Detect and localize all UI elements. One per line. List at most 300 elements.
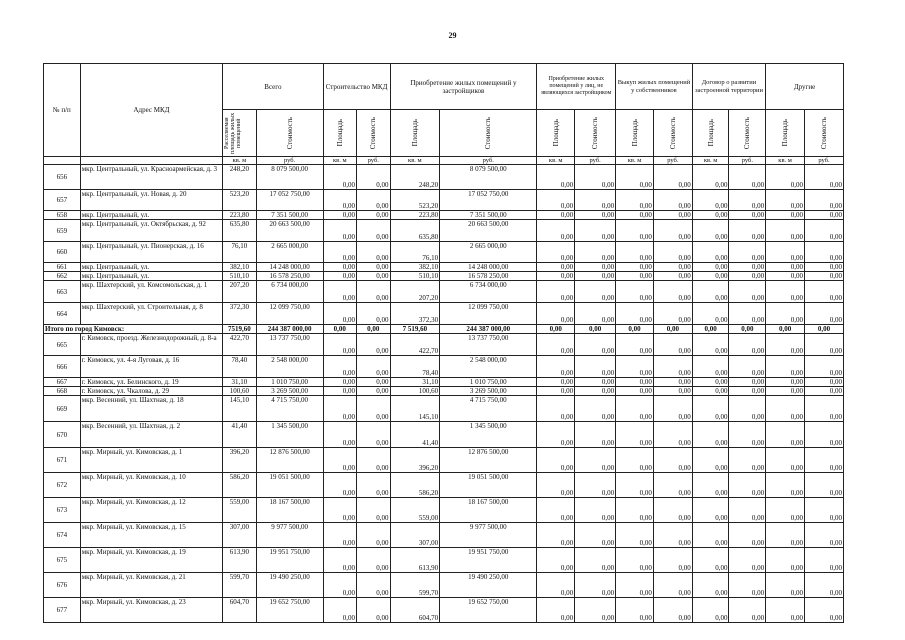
construction-area: 0,00	[323, 165, 356, 190]
territory-area: 0,00	[692, 211, 729, 220]
territory-area: 0,00	[692, 448, 729, 473]
sub-area	[537, 110, 575, 157]
table-row	[44, 272, 844, 281]
acquisition-cost: 14 248 000,00	[440, 263, 537, 272]
acquisition-cost: 4 715 750,00	[440, 396, 537, 422]
other-area: 0,00	[766, 473, 805, 498]
acquisition-area: 382,10	[390, 263, 440, 272]
header-address: Адрес МКД	[80, 64, 222, 157]
construction-cost: 0,00	[357, 303, 390, 325]
territory-area: 0,00	[692, 473, 729, 498]
row-address: мкр. Мирный, ул. Кимовская, д. 10	[80, 473, 222, 498]
construction-area: 0,00	[323, 263, 356, 272]
buyout-cost: 0,00	[653, 211, 692, 220]
acquisition-area: 510,10	[390, 272, 440, 281]
other-cost: 0,00	[805, 242, 844, 263]
acquisition-cost: 8 079 500,00	[440, 165, 537, 190]
construction-area: 0,00	[323, 378, 356, 387]
buyout-area: 0,00	[616, 220, 654, 242]
row-address: мкр. Центральный, ул.	[80, 263, 222, 272]
total-area: 76,10	[223, 242, 256, 263]
total-label: Итого по город Кимовск:	[44, 325, 223, 334]
non-dev-cost: 0,00	[575, 598, 616, 623]
sub-cost-label: Стоимость	[743, 116, 752, 150]
total-buyout-area: 0,00	[616, 325, 654, 334]
total-buyout-cost: 0,00	[653, 325, 692, 334]
territory-cost: 0,00	[729, 220, 766, 242]
total-area: 613,90	[223, 548, 256, 573]
acquisition-area: 100,60	[390, 387, 440, 396]
acquisition-area: 41,40	[390, 422, 440, 448]
other-cost: 0,00	[805, 303, 844, 325]
acquisition-area: 145,10	[390, 396, 440, 422]
table-row	[44, 165, 844, 190]
unit-rub: руб.	[357, 157, 390, 165]
row-number: 674	[44, 523, 81, 548]
unit-sqm: кв. м	[766, 157, 805, 165]
non-dev-cost: 0,00	[575, 548, 616, 573]
total-area: 635,80	[223, 220, 256, 242]
buyout-cost: 0,00	[653, 303, 692, 325]
acquisition-area: 599,70	[390, 573, 440, 598]
construction-cost: 0,00	[357, 334, 390, 356]
row-number: 671	[44, 448, 81, 473]
total-cost: 19 490 250,00	[256, 573, 323, 598]
total-cost: 3 269 500,00	[256, 387, 323, 396]
territory-cost: 0,00	[729, 165, 766, 190]
other-area: 0,00	[766, 272, 805, 281]
unit-rub: руб.	[256, 157, 323, 165]
sub-cost	[440, 110, 537, 157]
table-row	[44, 422, 844, 448]
buyout-cost: 0,00	[653, 396, 692, 422]
non-dev-area: 0,00	[537, 378, 575, 387]
row-number: 669	[44, 396, 81, 422]
total-non-dev-cost: 0,00	[575, 325, 616, 334]
total-other-cost: 0,00	[805, 325, 844, 334]
other-area: 0,00	[766, 598, 805, 623]
total-area: 41,40	[223, 422, 256, 448]
unit-rub: руб.	[440, 157, 537, 165]
buyout-cost: 0,00	[653, 190, 692, 211]
other-area: 0,00	[766, 281, 805, 303]
total-cost: 16 578 250,00	[256, 272, 323, 281]
total-cost: 2 548 000,00	[256, 356, 323, 378]
total-cost: 17 052 750,00	[256, 190, 323, 211]
acquisition-cost: 6 734 000,00	[440, 281, 537, 303]
other-area: 0,00	[766, 378, 805, 387]
total-cost: 9 977 500,00	[256, 523, 323, 548]
header-construction: Строительство МКД	[323, 64, 390, 110]
sub-area	[616, 110, 654, 157]
territory-cost: 0,00	[729, 334, 766, 356]
construction-area: 0,00	[323, 573, 356, 598]
construction-cost: 0,00	[357, 473, 390, 498]
non-dev-area: 0,00	[537, 334, 575, 356]
total-cost: 14 248 000,00	[256, 263, 323, 272]
units-cell-empty	[80, 157, 222, 165]
total-cost: 6 734 000,00	[256, 281, 323, 303]
row-number: 667	[44, 378, 81, 387]
buyout-cost: 0,00	[653, 448, 692, 473]
construction-area: 0,00	[323, 473, 356, 498]
construction-area: 0,00	[323, 281, 356, 303]
total-area: 248,20	[223, 165, 256, 190]
other-cost: 0,00	[805, 263, 844, 272]
table-row	[44, 387, 844, 396]
other-cost: 0,00	[805, 498, 844, 523]
total-area: 396,20	[223, 448, 256, 473]
header-num: № п/п	[44, 64, 81, 157]
non-dev-area: 0,00	[537, 281, 575, 303]
table-row	[44, 448, 844, 473]
buyout-area: 0,00	[616, 263, 654, 272]
non-dev-cost: 0,00	[575, 473, 616, 498]
total-area: 559,00	[223, 498, 256, 523]
construction-area: 0,00	[323, 242, 356, 263]
other-area: 0,00	[766, 263, 805, 272]
total-area: 372,30	[223, 303, 256, 325]
sub-cost	[357, 110, 390, 157]
acquisition-area: 604,70	[390, 598, 440, 623]
non-dev-cost: 0,00	[575, 498, 616, 523]
non-dev-cost: 0,00	[575, 190, 616, 211]
construction-cost: 0,00	[357, 523, 390, 548]
construction-cost: 0,00	[357, 548, 390, 573]
row-address: г. Кимовск, ул. 4-я Луговая, д. 16	[80, 356, 222, 378]
territory-area: 0,00	[692, 573, 729, 598]
territory-cost: 0,00	[729, 263, 766, 272]
construction-area: 0,00	[323, 498, 356, 523]
total-cost: 18 167 500,00	[256, 498, 323, 523]
other-cost: 0,00	[805, 272, 844, 281]
total-cost: 12 876 500,00	[256, 448, 323, 473]
construction-area: 0,00	[323, 422, 356, 448]
territory-area: 0,00	[692, 396, 729, 422]
row-number: 664	[44, 303, 81, 325]
other-area: 0,00	[766, 242, 805, 263]
row-number: 676	[44, 573, 81, 598]
non-dev-area: 0,00	[537, 473, 575, 498]
construction-cost: 0,00	[357, 422, 390, 448]
row-address: мкр. Центральный, ул.	[80, 211, 222, 220]
construction-cost: 0,00	[357, 573, 390, 598]
total-cost: 12 099 750,00	[256, 303, 323, 325]
territory-area: 0,00	[692, 548, 729, 573]
row-number: 666	[44, 356, 81, 378]
acquisition-cost: 19 652 750,00	[440, 598, 537, 623]
territory-area: 0,00	[692, 303, 729, 325]
territory-cost: 0,00	[729, 242, 766, 263]
header-buyout: Выкуп жилых помещений у собственников	[616, 64, 693, 110]
total-cost: 13 737 750,00	[256, 334, 323, 356]
non-dev-area: 0,00	[537, 356, 575, 378]
other-area: 0,00	[766, 422, 805, 448]
non-dev-cost: 0,00	[575, 356, 616, 378]
total-cost: 1 345 500,00	[256, 422, 323, 448]
row-address: мкр. Центральный, ул. Октябрьская, д. 92	[80, 220, 222, 242]
other-cost: 0,00	[805, 573, 844, 598]
row-number: 665	[44, 334, 81, 356]
sub-area-label: Площадь	[706, 119, 715, 147]
buyout-area: 0,00	[616, 334, 654, 356]
acquisition-area: 613,90	[390, 548, 440, 573]
unit-rub: руб.	[729, 157, 766, 165]
row-address: мкр. Весенний, ул. Шахтная, д. 2	[80, 422, 222, 448]
non-dev-cost: 0,00	[575, 378, 616, 387]
buyout-area: 0,00	[616, 272, 654, 281]
construction-cost: 0,00	[357, 211, 390, 220]
buyout-cost: 0,00	[653, 573, 692, 598]
buyout-area: 0,00	[616, 573, 654, 598]
construction-area: 0,00	[323, 598, 356, 623]
other-cost: 0,00	[805, 190, 844, 211]
territory-cost: 0,00	[729, 281, 766, 303]
acquisition-area: 586,20	[390, 473, 440, 498]
buyout-cost: 0,00	[653, 356, 692, 378]
row-number: 662	[44, 272, 81, 281]
non-dev-area: 0,00	[537, 573, 575, 598]
buyout-area: 0,00	[616, 190, 654, 211]
row-number: 657	[44, 190, 81, 211]
other-cost: 0,00	[805, 422, 844, 448]
row-address: мкр. Центральный, ул.	[80, 272, 222, 281]
total-acquisition-area: 7 519,60	[390, 325, 440, 334]
construction-cost: 0,00	[357, 165, 390, 190]
territory-area: 0,00	[692, 378, 729, 387]
other-area: 0,00	[766, 396, 805, 422]
total-cost: 19 652 750,00	[256, 598, 323, 623]
territory-cost: 0,00	[729, 190, 766, 211]
total-acquisition-cost: 244 387 000,00	[440, 325, 537, 334]
territory-cost: 0,00	[729, 356, 766, 378]
sub-area	[766, 110, 805, 157]
other-cost: 0,00	[805, 523, 844, 548]
acquisition-area: 78,40	[390, 356, 440, 378]
row-number: 670	[44, 422, 81, 448]
unit-rub: руб.	[805, 157, 844, 165]
acquisition-cost: 2 548 000,00	[440, 356, 537, 378]
acquisition-area: 223,80	[390, 211, 440, 220]
construction-cost: 0,00	[357, 498, 390, 523]
header-acquisition: Приобретение жилых помещений у застройщиков	[390, 64, 537, 110]
sub-cost	[729, 110, 766, 157]
table-row	[44, 263, 844, 272]
table-row	[44, 523, 844, 548]
territory-cost: 0,00	[729, 211, 766, 220]
header-acquisition-non-dev: Приобретение жилых помещений у лиц, не являющихся застройщиком	[537, 64, 616, 110]
buyout-cost: 0,00	[653, 548, 692, 573]
buyout-area: 0,00	[616, 281, 654, 303]
territory-area: 0,00	[692, 263, 729, 272]
sub-area-total-label: Расселяемая площадь жилых помещений	[224, 112, 243, 154]
sub-area	[692, 110, 729, 157]
construction-cost: 0,00	[357, 220, 390, 242]
non-dev-area: 0,00	[537, 303, 575, 325]
sub-area-label: Площадь	[410, 119, 419, 147]
total-area: 510,10	[223, 272, 256, 281]
other-area: 0,00	[766, 387, 805, 396]
unit-sqm: кв. м	[223, 157, 256, 165]
total-area: 145,10	[223, 396, 256, 422]
buyout-cost: 0,00	[653, 220, 692, 242]
total-other-area: 0,00	[766, 325, 805, 334]
other-cost: 0,00	[805, 598, 844, 623]
table-row	[44, 356, 844, 378]
non-dev-area: 0,00	[537, 387, 575, 396]
row-number: 663	[44, 281, 81, 303]
non-dev-area: 0,00	[537, 242, 575, 263]
construction-cost: 0,00	[357, 396, 390, 422]
other-area: 0,00	[766, 573, 805, 598]
acquisition-area: 76,10	[390, 242, 440, 263]
total-area: 523,20	[223, 190, 256, 211]
other-cost: 0,00	[805, 378, 844, 387]
acquisition-cost: 16 578 250,00	[440, 272, 537, 281]
other-cost: 0,00	[805, 548, 844, 573]
row-number: 659	[44, 220, 81, 242]
page-number: 29	[448, 31, 457, 40]
acquisition-area: 559,00	[390, 498, 440, 523]
total-cost: 1 010 750,00	[256, 378, 323, 387]
sub-area-label: Площадь	[335, 119, 344, 147]
table-row	[44, 281, 844, 303]
row-number: 658	[44, 211, 81, 220]
total-area: 604,70	[223, 598, 256, 623]
total-cost: 19 951 750,00	[256, 548, 323, 573]
territory-cost: 0,00	[729, 303, 766, 325]
total-area: 100,60	[223, 387, 256, 396]
total-cost: 20 663 500,00	[256, 220, 323, 242]
acquisition-cost: 17 052 750,00	[440, 190, 537, 211]
construction-area: 0,00	[323, 211, 356, 220]
non-dev-area: 0,00	[537, 448, 575, 473]
sub-cost-label: Стоимость	[820, 116, 829, 150]
table-row	[44, 242, 844, 263]
total-area: 207,20	[223, 281, 256, 303]
acquisition-cost: 12 876 500,00	[440, 448, 537, 473]
buyout-area: 0,00	[616, 548, 654, 573]
construction-area: 0,00	[323, 303, 356, 325]
acquisition-area: 396,20	[390, 448, 440, 473]
unit-sqm: кв. м	[616, 157, 654, 165]
sub-cost	[805, 110, 844, 157]
acquisition-cost: 12 099 750,00	[440, 303, 537, 325]
buyout-area: 0,00	[616, 303, 654, 325]
non-dev-area: 0,00	[537, 190, 575, 211]
buyout-area: 0,00	[616, 378, 654, 387]
non-dev-cost: 0,00	[575, 263, 616, 272]
unit-sqm: кв. м	[537, 157, 575, 165]
buyout-cost: 0,00	[653, 473, 692, 498]
other-cost: 0,00	[805, 165, 844, 190]
buyout-cost: 0,00	[653, 498, 692, 523]
sub-area-total	[223, 110, 256, 157]
buyout-cost: 0,00	[653, 263, 692, 272]
non-dev-cost: 0,00	[575, 220, 616, 242]
row-address: мкр. Центральный, ул. Новая, д. 20	[80, 190, 222, 211]
total-non-dev-area: 0,00	[537, 325, 575, 334]
non-dev-cost: 0,00	[575, 211, 616, 220]
unit-rub: руб.	[575, 157, 616, 165]
buyout-cost: 0,00	[653, 378, 692, 387]
construction-area: 0,00	[323, 356, 356, 378]
territory-cost: 0,00	[729, 422, 766, 448]
header-total: Всего	[223, 64, 323, 110]
buyout-cost: 0,00	[653, 281, 692, 303]
units-row	[44, 157, 844, 165]
territory-area: 0,00	[692, 422, 729, 448]
territory-area: 0,00	[692, 190, 729, 211]
construction-area: 0,00	[323, 387, 356, 396]
row-number: 661	[44, 263, 81, 272]
sub-area	[323, 110, 356, 157]
territory-cost: 0,00	[729, 548, 766, 573]
non-dev-area: 0,00	[537, 220, 575, 242]
table-row	[44, 548, 844, 573]
construction-area: 0,00	[323, 334, 356, 356]
other-cost: 0,00	[805, 396, 844, 422]
non-dev-area: 0,00	[537, 598, 575, 623]
non-dev-area: 0,00	[537, 422, 575, 448]
buyout-area: 0,00	[616, 598, 654, 623]
non-dev-cost: 0,00	[575, 523, 616, 548]
row-address: мкр. Весенний, ул. Шахтная, д. 18	[80, 396, 222, 422]
non-dev-cost: 0,00	[575, 165, 616, 190]
total-row	[44, 325, 844, 334]
construction-cost: 0,00	[357, 448, 390, 473]
non-dev-area: 0,00	[537, 548, 575, 573]
non-dev-area: 0,00	[537, 498, 575, 523]
total-area: 586,20	[223, 473, 256, 498]
total-area: 422,70	[223, 334, 256, 356]
total-area: 78,40	[223, 356, 256, 378]
construction-area: 0,00	[323, 220, 356, 242]
resettlement-table	[43, 63, 844, 623]
acquisition-cost: 2 665 000,00	[440, 242, 537, 263]
territory-cost: 0,00	[729, 573, 766, 598]
buyout-cost: 0,00	[653, 598, 692, 623]
table-row	[44, 303, 844, 325]
acquisition-area: 248,20	[390, 165, 440, 190]
buyout-cost: 0,00	[653, 387, 692, 396]
other-area: 0,00	[766, 165, 805, 190]
row-address: мкр. Мирный, ул. Кимовская, д. 1	[80, 448, 222, 473]
other-area: 0,00	[766, 334, 805, 356]
row-address: мкр. Мирный, ул. Кимовская, д. 12	[80, 498, 222, 523]
construction-cost: 0,00	[357, 281, 390, 303]
table-row	[44, 473, 844, 498]
other-area: 0,00	[766, 548, 805, 573]
other-cost: 0,00	[805, 220, 844, 242]
territory-area: 0,00	[692, 281, 729, 303]
acquisition-cost: 13 737 750,00	[440, 334, 537, 356]
buyout-area: 0,00	[616, 473, 654, 498]
total-area: 599,70	[223, 573, 256, 598]
other-cost: 0,00	[805, 448, 844, 473]
territory-area: 0,00	[692, 242, 729, 263]
construction-cost: 0,00	[357, 378, 390, 387]
non-dev-area: 0,00	[537, 165, 575, 190]
total-cost: 2 665 000,00	[256, 242, 323, 263]
sub-cost-label: Стоимость	[285, 116, 294, 150]
sub-area-label: Площадь	[551, 119, 560, 147]
row-number: 660	[44, 242, 81, 263]
table-row	[44, 498, 844, 523]
acquisition-cost: 19 951 750,00	[440, 548, 537, 573]
construction-cost: 0,00	[357, 263, 390, 272]
buyout-area: 0,00	[616, 165, 654, 190]
